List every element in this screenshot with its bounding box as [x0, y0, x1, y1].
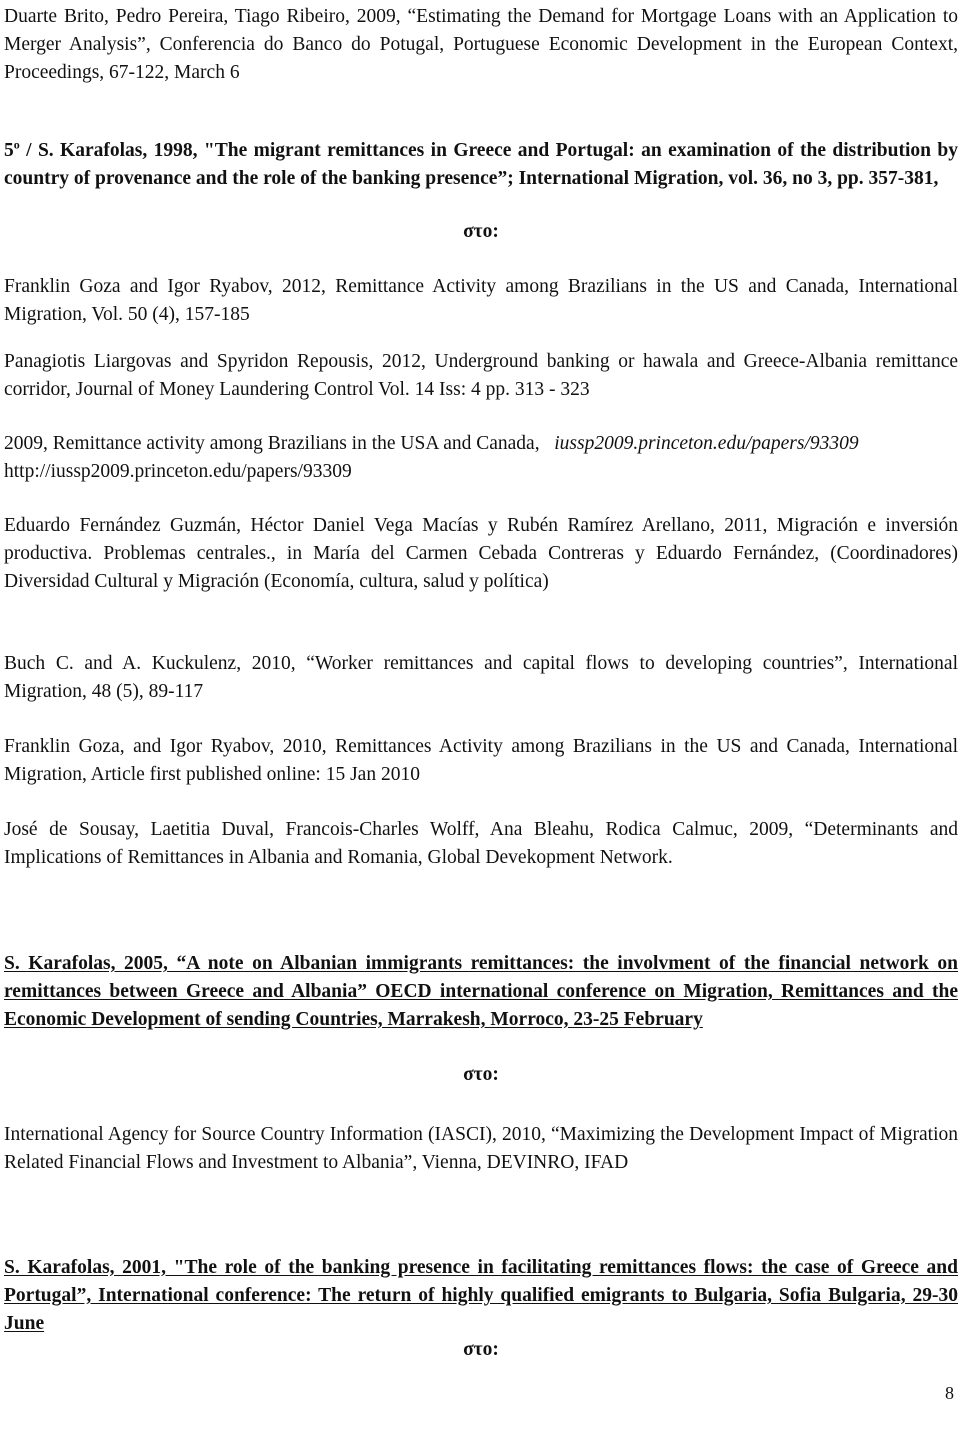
reference-karafolas-1998	[4, 137, 958, 193]
reference-goza-2012: Franklin Goza and Igor Ryabov, 2012, Remittance Activity among Brazilians in the US and Canada, International Migration, Vol. 50 (4), 157-185	[4, 276, 958, 325]
reference-brazilians-2009	[4, 430, 958, 486]
page-number: 8	[945, 1383, 954, 1403]
reference-link-url[interactable]: http://iussp2009.princeton.edu/papers/93309	[4, 461, 352, 482]
reference-karafolas-2001: S. Karafolas, 2001, "The role of the banking presence in facilitating remittances flows: the case of Greece and Portugal”, International conference: The return of highly qualified emigrants to Bulgaria, Sofia Bulgaria, 29-30 June	[4, 1257, 958, 1334]
reference-liargovas-2012: Panagiotis Liargovas and Spyridon Repousis, 2012, Underground banking or hawala and Greece-Albania remittance corridor, Journal of Money Laundering Control Vol. 14 Iss: 4 pp. 313 - 323	[4, 351, 958, 400]
reference-buch-2010: Buch C. and A. Kuckulenz, 2010, “Worker remittances and capital flows to developing countries”, International Migration, 48 (5), 89-117	[4, 653, 958, 702]
list-number: 5	[4, 140, 14, 161]
reference-karafolas-1998-text: / S. Karafolas, 1998, "The migrant remittances in Greece and Portugal: an examination of the distribution by country of provenance and the role of the banking presence”; International Migration, vol. 36, no 3, pp. 357-381,	[4, 140, 958, 189]
sto-heading: στο:	[463, 1064, 499, 1085]
sto-heading: στο:	[463, 1339, 499, 1360]
reference-sousay-2009: José de Sousay, Laetitia Duval, Francois-Charles Wolff, Ana Bleahu, Rodica Calmuc, 2009, “Determinants and Implications of Remittances in Albania and Romania, Global Devekopment Network.	[4, 819, 958, 868]
reference-brito-2009: Duarte Brito, Pedro Pereira, Tiago Ribeiro, 2009, “Estimating the Demand for Mortgage Loans with an Application to Merger Analysis”, Conferencia do Banco do Potugal, Portuguese Economic Development in the European Context, Proceedings, 67-122, March 6	[4, 6, 958, 83]
reference-link-short[interactable]: iussp2009.princeton.edu/papers/93309	[554, 433, 859, 454]
reference-goza-2010: Franklin Goza, and Igor Ryabov, 2010, Remittances Activity among Brazilians in the US and Canada, International Migration, Article first published online: 15 Jan 2010	[4, 736, 958, 785]
reference-brazilians-2009-text: 2009, Remittance activity among Brazilians in the USA and Canada,	[4, 433, 540, 454]
list-number-superscript: o	[13, 137, 20, 152]
reference-iasci-2010: International Agency for Source Country Information (IASCI), 2010, “Maximizing the Development Impact of Migration Related Financial Flows and Investment to Albania”, Vienna, DEVINRO, IFAD	[4, 1124, 958, 1173]
sto-heading: στο:	[463, 221, 499, 242]
reference-karafolas-2005: S. Karafolas, 2005, “A note on Albanian immigrants remittances: the involvment of the financial network on remittances between Greece and Albania” OECD international conference on Migration, Remittances and the Economic Development of sending Countries, Marrakesh, Morroco, 23-25 February	[4, 953, 958, 1030]
reference-guzman-2011: Eduardo Fernández Guzmán, Héctor Daniel Vega Macías y Rubén Ramírez Arellano, 2011, Migración e inversión productiva. Problemas centrales., in María del Carmen Cebada Contreras y Eduardo Fernández, (Coordinadores) Diversidad Cultural y Migración (Economía, cultura, salud y política)	[4, 515, 958, 592]
